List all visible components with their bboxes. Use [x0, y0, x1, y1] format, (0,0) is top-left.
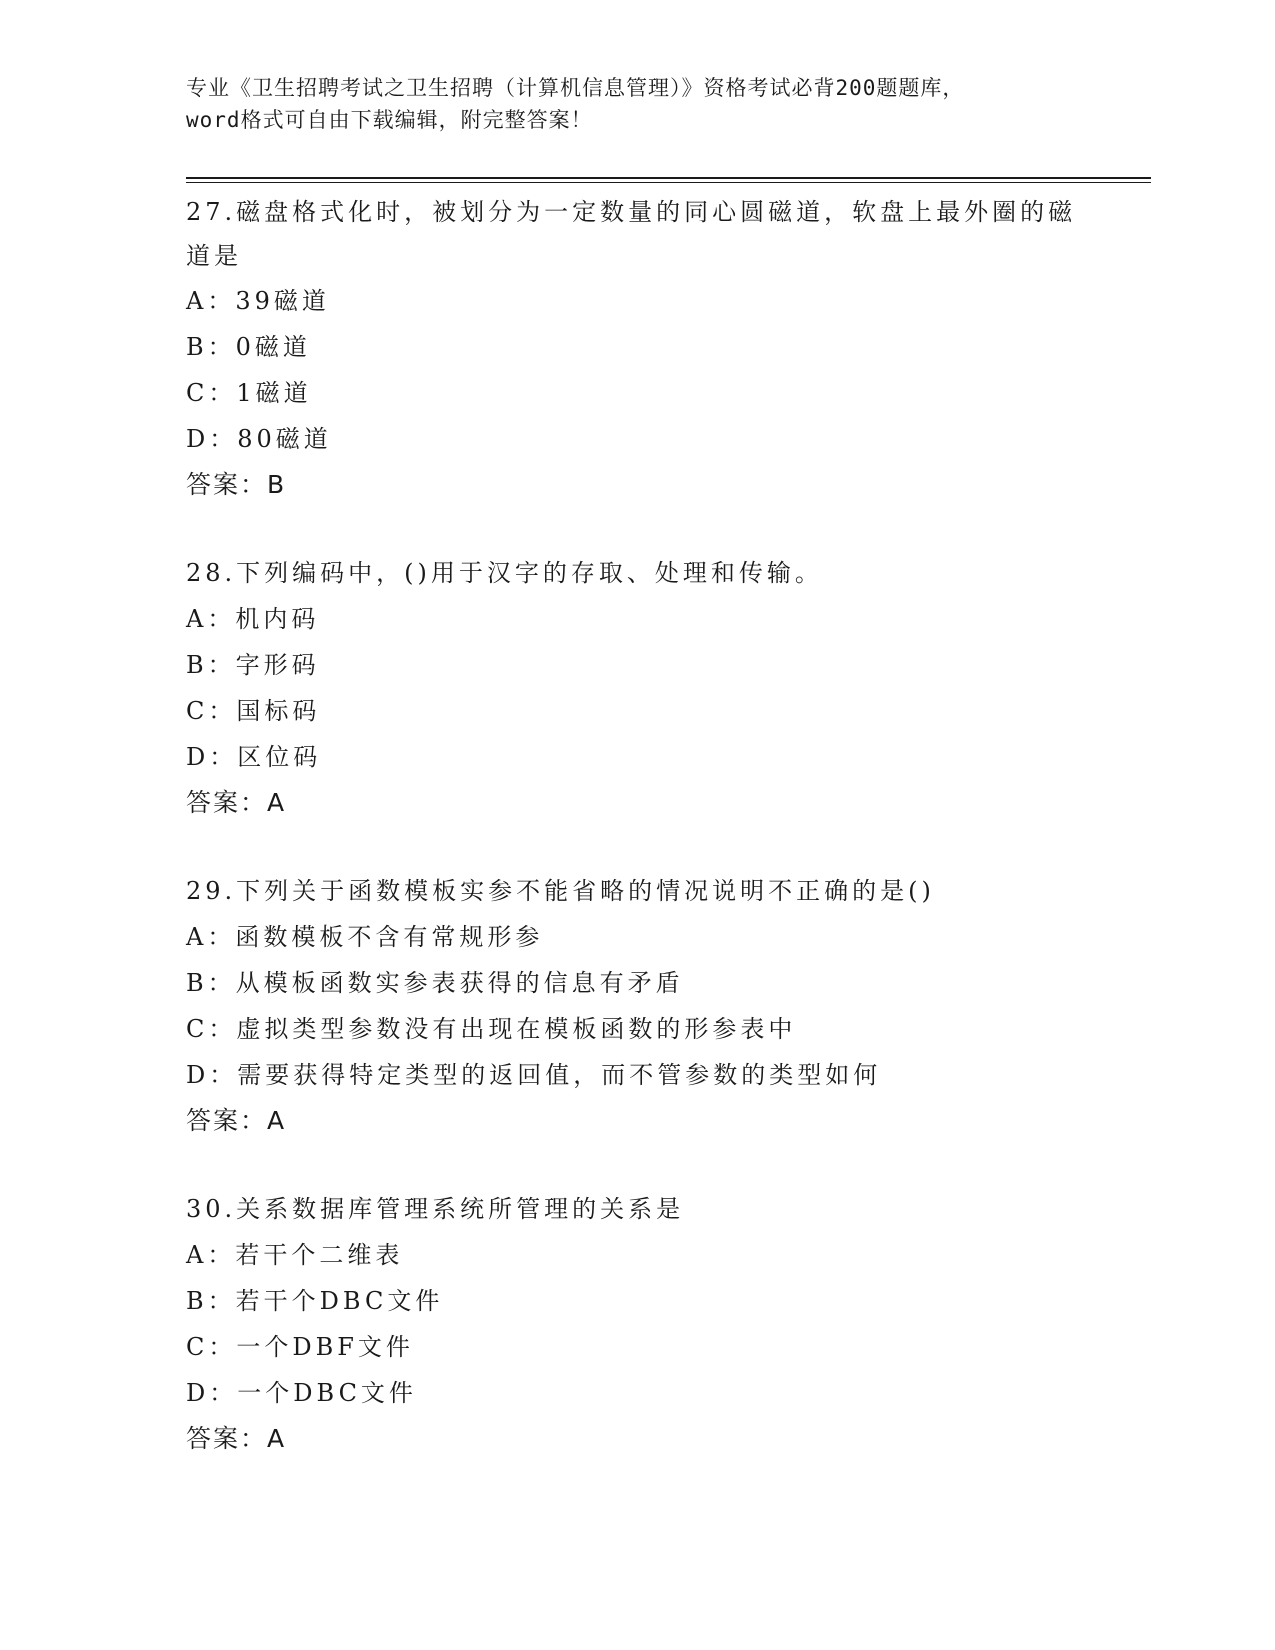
document-header: [186, 72, 1086, 136]
option-d: D：一个DBC文件: [186, 1379, 417, 1407]
option-b: B：字形码: [186, 651, 320, 679]
question-stem: 28.下列编码中，()用于汉字的存取、处理和传输。: [186, 559, 823, 587]
question-27: [186, 190, 1086, 508]
option-b: B：若干个DBC文件: [186, 1287, 444, 1315]
header-divider-thin: [186, 182, 1151, 183]
option-a: A：若干个二维表: [186, 1241, 404, 1269]
question-stem: 30.关系数据库管理系统所管理的关系是: [186, 1195, 685, 1223]
option-d: D：区位码: [186, 743, 322, 771]
answer-label: 答案：A: [186, 1424, 287, 1453]
question-stem: 27.磁盘格式化时，被划分为一定数量的同心圆磁道，软盘上最外圈的磁道是: [186, 198, 1077, 270]
header-divider-thick: [186, 177, 1151, 179]
header-line-2: word格式可自由下载编辑，附完整答案！: [186, 108, 593, 132]
question-29: [186, 868, 1086, 1144]
question-list: [186, 190, 1086, 1504]
option-d: D：需要获得特定类型的返回值，而不管参数的类型如何: [186, 1061, 882, 1089]
option-c: C：国标码: [186, 697, 321, 725]
question-28: [186, 550, 1086, 826]
option-c: C：一个DBF文件: [186, 1333, 414, 1361]
question-30: [186, 1186, 1086, 1462]
option-b: B：从模板函数实参表获得的信息有矛盾: [186, 969, 684, 997]
answer-label: 答案：A: [186, 788, 287, 817]
option-a: A：机内码: [186, 605, 320, 633]
answer-label: 答案：B: [186, 470, 287, 499]
option-b: B：0磁道: [186, 333, 311, 361]
header-line-1: 专业《卫生招聘考试之卫生招聘（计算机信息管理）》资格考试必背200题题库，: [186, 76, 965, 100]
answer-label: 答案：A: [186, 1106, 287, 1135]
option-c: C：虚拟类型参数没有出现在模板函数的形参表中: [186, 1015, 797, 1043]
option-a: A：39磁道: [186, 287, 330, 315]
option-c: C：1磁道: [186, 379, 312, 407]
question-stem: 29.下列关于函数模板实参不能省略的情况说明不正确的是(): [186, 877, 935, 905]
option-a: A：函数模板不含有常规形参: [186, 923, 544, 951]
option-d: D：80磁道: [186, 425, 332, 453]
